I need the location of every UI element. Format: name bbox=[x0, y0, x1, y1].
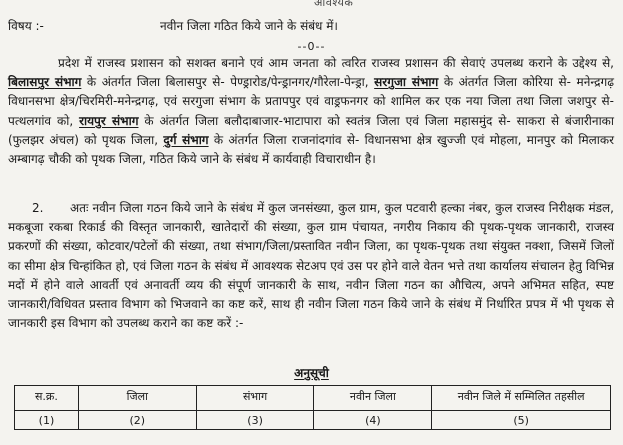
column-number: (4) bbox=[314, 411, 432, 430]
header-fragment: आवश्यक bbox=[314, 0, 354, 9]
header-new-district: नवीन जिला bbox=[314, 386, 432, 411]
para1-text-b: के अंतर्गत जिला बिलासपुर से- पेण्ड्रारोड/पेन्ड्रानगर/गौरेला-पेन्ड्रा, bbox=[81, 75, 375, 90]
schedule-title: अनुसूची bbox=[294, 366, 329, 380]
subject-text: नवीन जिला गठित किये जाने के संबंध में। bbox=[160, 19, 338, 33]
header-tehsils: नवीन जिले में सम्मिलित तहसील bbox=[432, 386, 611, 411]
column-number: (1) bbox=[15, 411, 79, 430]
header-district: जिला bbox=[78, 386, 196, 411]
para1-text-a: प्रदेश में राजस्व प्रशासन को सशक्त बनाने एवं आम जनता को त्वरित राजस्व प्रशासन की सेवाएं उपलब्ध कराने के उद्देश्य से, bbox=[58, 56, 614, 70]
para1-text-e: के अंतर्गत जिला राजनांदगांव से- विधानसभा क्षेत्र खुज्जी एवं मोहला, मानपुर को मिलाकर अम्बागढ़ चौकी को पृथक जिला, गठित किये जाने के संबंध में कार्यवाही विचाराधीन है। bbox=[8, 132, 615, 167]
header-division: संभाग bbox=[196, 386, 314, 411]
subject-label: विषय :- bbox=[8, 19, 44, 33]
surguja-division: सरगुजा संभाग bbox=[374, 75, 439, 90]
para1-text-c: के अंतर्गत जिला कोरिया से- मनेन्द्रगढ़ विधानसभा क्षेत्र/चिरमिरी-मनेन्द्रगढ़, एवं सरगुजा संभाग के प्रतापपुर एवं वाड्रफनगर को शामिल कर एक नया जिला तथा जिला जशपुर से- पत्थलगांव को, bbox=[8, 75, 614, 128]
header-serial: स.क्र. bbox=[15, 386, 79, 411]
paragraph-1 bbox=[8, 54, 614, 169]
paragraph-2 bbox=[8, 199, 614, 333]
schedule-table bbox=[14, 385, 611, 430]
bilaspur-division: बिलासपुर संभाग bbox=[8, 75, 82, 90]
para2-text: अतः नवीन जिला गठन किये जाने के संबंध में कुल जनसंख्या, कुल ग्राम, कुल पटवारी हल्का नंबर, कुल राजस्व निरीक्षक मंडल, मकबूजा रकबा रिकार्ड की विस्तृत जानकारी, खातेदारों की संख्या, कुल ग्राम पंचायत, नगरीय निकाय की पृथक-पृथक जानकारी, राजस्व प्रकरणों की संख्या, कोटवार/पटेलों की संख्या, तथा संभाग/जिला/प्रस्तावित नवीन जिला, का पृथक-पृथक तथा संयुक्त नक्शा, जिसमें जिलों का सीमा क्षेत्र चिन्हांकित हो, एवं जिला गठन के संबंध में आवश्यक सेटअप एवं उस पर होने वाले वेतन भत्ते तथा कार्यालय संचालन हेतु विभिन्न मदों में होने वाले आवर्ती एवं अनावर्ती व्यय की संपूर्ण जानकारी के साथ, नवीन जिला गठन का औचित्य, अपने अभिमत सहित, स्पष्ट जानकारी/विधिवत प्रस्ताव विभाग को भिजवाने का कष्ट करें, साथ ही नवीन जिला गठन किये जाने के संबंध में निर्धारित प्रपत्र में भी पृथक से जानकारी इस विभाग को उपलब्ध कराने का कष्ट करें :- bbox=[8, 201, 614, 331]
raipur-division: रायपुर संभाग bbox=[79, 113, 139, 128]
durg-division: दुर्ग संभाग bbox=[163, 132, 209, 147]
table-number-row bbox=[15, 411, 611, 430]
column-number: (2) bbox=[78, 411, 196, 430]
paragraph-number: 2. bbox=[32, 201, 44, 215]
table-header-row bbox=[15, 386, 611, 411]
column-number: (5) bbox=[432, 411, 611, 430]
subject-line bbox=[8, 17, 608, 34]
separator: --0-- bbox=[297, 40, 326, 53]
column-number: (3) bbox=[196, 411, 314, 430]
para1-text-d: के अंतर्गत जिला बलौदाबाजार-भाटापारा को स्वतंत्र जिला एवं जिला महासमुंद से- साकरा से बंजारीनाका (फुलझर अंचल) को पृथक जिला, bbox=[8, 113, 614, 147]
